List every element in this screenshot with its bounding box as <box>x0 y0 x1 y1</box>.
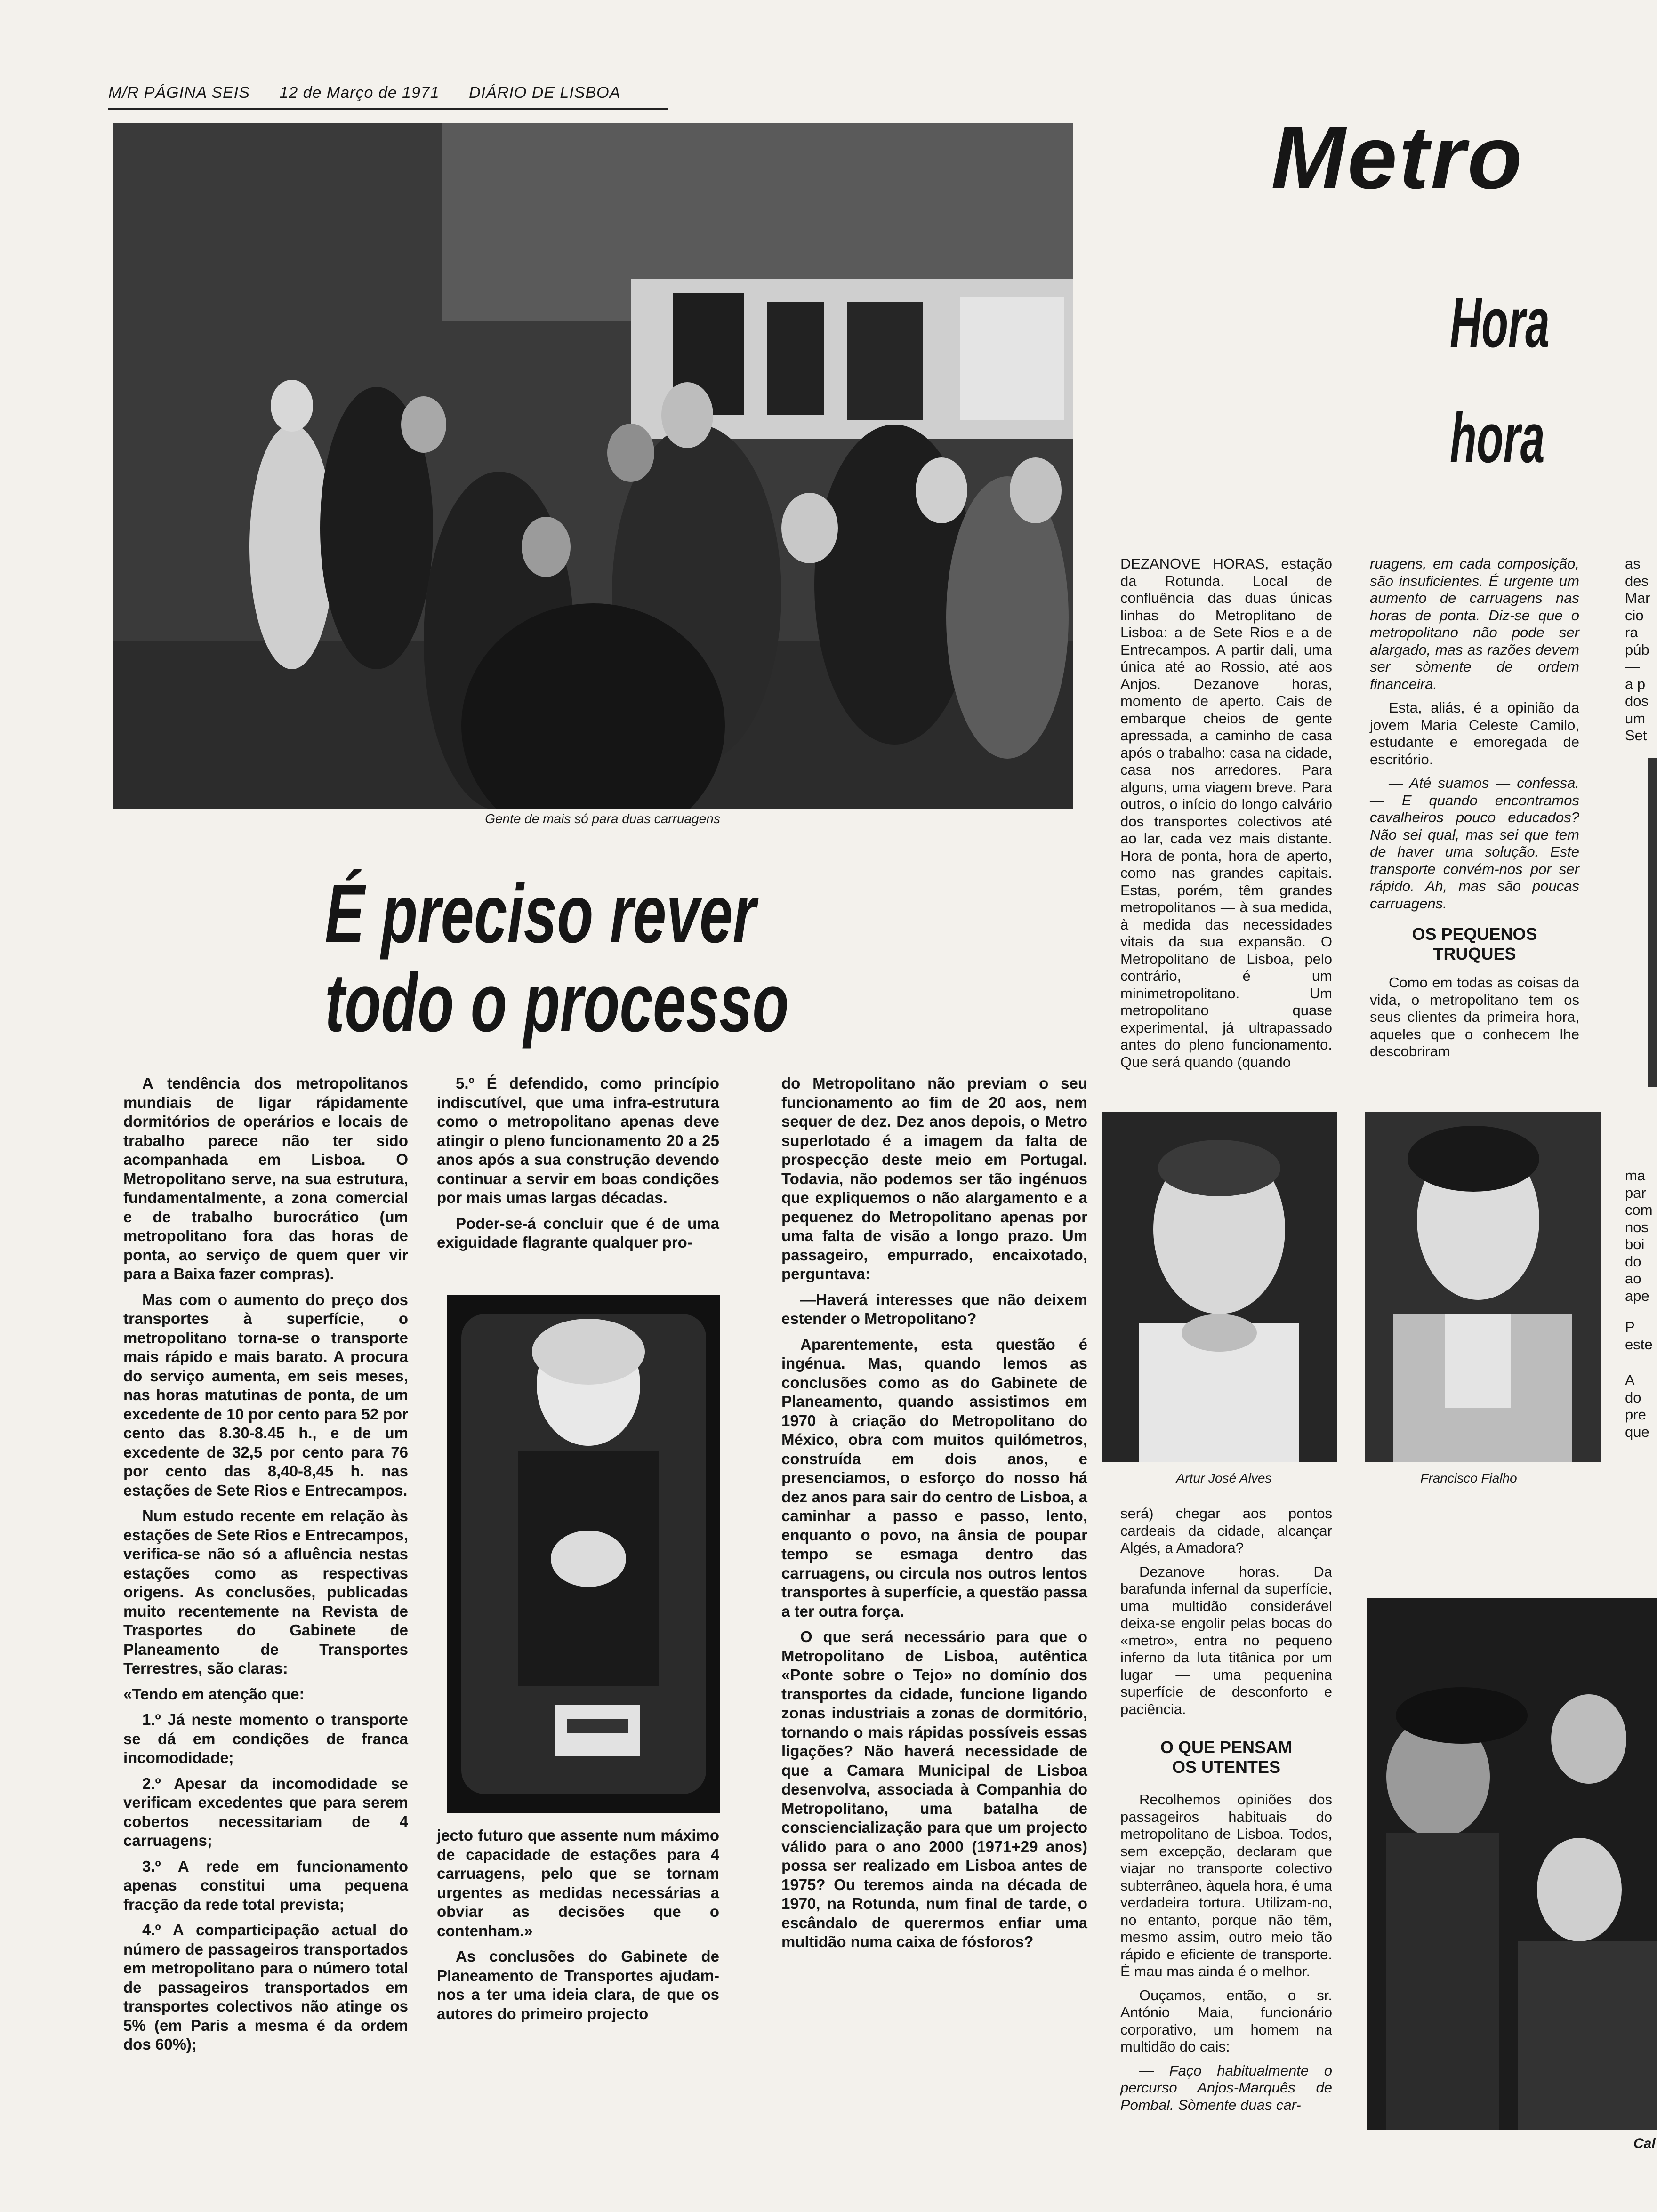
col1-paragraph: Num estudo recente em relação às estações de Sete Rios e Entrecampos, verifica-se não só a afluência nestas estações como as respectivas origens. As conclusões, publicadas muito recentemente na Revista de Trasportes do Gabinete de Planeamento de Transportes Terrestres, são claras: <box>123 1507 408 1677</box>
edge-fragment: pre <box>1625 1406 1646 1423</box>
banner-sub2: hora <box>1450 398 1545 477</box>
col4-paragraph: — Faço habitualmente o percurso Anjos-Marquês de Pombal. Sòmente duas car- <box>1120 2062 1332 2113</box>
page-header <box>108 84 668 111</box>
edge-fragment: nos <box>1625 1218 1649 1235</box>
col4-paragraph: Ouçamos, então, o sr. António Maia, funcionário corporativo, um homem na multidão do cais: <box>1120 1987 1332 2055</box>
edge-fragment: des <box>1625 572 1649 589</box>
portrait-francisco-caption: Francisco Fialho <box>1420 1471 1517 1485</box>
edge-fragment: do <box>1625 1253 1641 1270</box>
col1-paragraph: 1.º Já neste momento o transporte se dá em condições de franca incomodidade; <box>123 1711 408 1766</box>
edge-fragment: ra <box>1625 624 1638 641</box>
edge-fragment: ma <box>1625 1167 1646 1184</box>
col1-paragraph: 3.º A rede em funcionamento apenas constitui uma pequena fracção da rede total prevista; <box>123 1857 408 1913</box>
col4-paragraph: Dezanove horas. Da barafunda infernal da superfície, uma multidão considerável deixa-se engolir pelas bocas do «metro», entra no pequeno inferno da luta titânica por um lugar — uma pequenina superfície de desconforto e paciência. <box>1120 1563 1332 1717</box>
header-rule <box>108 108 668 110</box>
headline-line1: É preciso rever <box>325 868 756 960</box>
banner-title: Metro <box>1271 113 1524 202</box>
edge-fragment: que <box>1625 1423 1649 1440</box>
edge-fragment: com <box>1625 1202 1653 1218</box>
edge-fragment: este <box>1625 1336 1653 1353</box>
column-4-intro <box>1120 555 1332 1077</box>
edge-column-top <box>1625 555 1657 745</box>
col1-paragraph: Mas com o aumento do preço dos transportes à superfície, o metropolitano torna-se o transporte mais rápido e mais barato. A procura do serviço aumenta, em seis meses, nas horas matutinas de ponta, de um excedente de 10 por cento para 52 por cento das 8.30-8.45 h., e de um excedente de 32,5 por cento para 76 por cento das 8,40-8,45 h. nas estações de Sete Rios e Entrecampos. <box>123 1290 408 1499</box>
edge-fragment: A <box>1625 1372 1635 1388</box>
header-paper: DIÁRIO DE LISBOA <box>469 84 621 102</box>
edge-fragment: Mar <box>1625 590 1650 606</box>
col5-paragraph: Como em todas as coisas da vida, o metropolitano tem os seus clientes da primeira hora, aqueles que o conhecem lhe descobriram <box>1370 974 1579 1059</box>
portrait-artur <box>1102 1112 1337 1462</box>
edge-fragment: as <box>1625 555 1641 572</box>
edge-fragment: do <box>1625 1389 1641 1406</box>
col1-paragraph: 4.º A comparticipação actual do número de passageiros transportados em metropolitano para o número total de passageiros transportados em transportes colectivos não atinge os 5% (em Paris a mesma é da ordem dos 60%); <box>123 1921 408 2053</box>
phone-booth-photo <box>447 1295 720 1813</box>
truques-subhead-line2: TRUQUES <box>1433 944 1516 963</box>
headline-line2: todo o processo <box>325 956 789 1049</box>
col4-intro-paragraph: DEZANOVE HORAS, estação da Rotunda. Local de confluência das duas únicas linhas do Metroplitano de Lisboa: a de Sete Rios e a de Entrecampos. A partir dali, uma única até ao Rossio, até aos Anjos. Dezanove horas, momento de aperto. Cais de embarque cheios de gente apressada, a caminho de casa após o trabalho: casa na cidade, casa nos arredores. Para alguns, uma viagem breve. Para outros, o início do longo calvário dos transportes colectivos até ao lar, cada vez mais distante. Hora de ponta, hora de aperto, como nas grandes capitais. Estas, porém, têm grandes metropolitanos — à sua medida, à medida das necessidades vitais da sua expansão. O Metropolitano de Lisboa, pelo contrário, é um minimetropolitano. Um metropolitano quase experimental, já ultrapassado antes do pleno funcionamento. Que será quando (quando <box>1120 555 1332 1070</box>
column-1 <box>123 1074 408 2061</box>
portrait-artur-caption: Artur José Alves <box>1176 1471 1272 1485</box>
col5-paragraph: — Até suamos — confessa. — E quando encontramos cavalheiros pouco educados? Não sei qual, mas sei que tem de haver uma solução. Este transporte convém-nos por ser rápido. Ah, mas são poucas carruagens. <box>1370 775 1579 912</box>
col3-paragraph: O que será necessário para que o Metropolitano de Lisboa, autêntica «Ponte sobre o Tejo» no domínio dos transportes da cidade, funcione ligando zonas industriais a zonas de dormitório, tornando o mais rápidas possíveis essas ligações? Não haverá necessidade de que a Camara Municipal de Lisboa desenvolva, associada à Companhia do Metropolitano, uma batalha de consciencialização para que um projecto válido para o ano 2000 (1971+29 anos) possa ser realizado em Lisboa antes de 1975? Ou teremos ainda na década de 1970, na Rotunda, num final de tarde, o escândalo de querermos enfiar uma multidão numa caixa de fósforos? <box>781 1628 1087 1950</box>
edge-fragment: cio <box>1625 607 1644 624</box>
edge-fragment: um <box>1625 710 1646 727</box>
col4-paragraph: será) chegar aos pontos cardeais da cidade, alcançar Algés, a Amadora? <box>1120 1505 1332 1556</box>
utentes-subhead-line1: O QUE PENSAM <box>1160 1738 1293 1757</box>
col3-paragraph: —Haverá interesses que não deixem estender o Metropolitano? <box>781 1290 1087 1327</box>
col1-paragraph: 2.º Apesar da incomodidade se verificam excedentes que para serem cobertos necessitariam de 4 carruagens; <box>123 1774 408 1849</box>
edge-fragment: púb <box>1625 641 1649 658</box>
column-2-top <box>437 1074 719 1259</box>
utentes-subhead <box>1120 1738 1332 1777</box>
col4-paragraph: Recolhemos opiniões dos passageiros habituais do metropolitano de Lisboa. Todos, sem excepção, declaram que viajar no transporte colectivo subterrâneo, àquela hora, é uma verdadeira tortura. Utilizam-no, no entanto, porque não têm, mesmo assim, outro meio tão rápido e eficiente de transporte. É mau mas ainda é o melhor. <box>1120 1791 1332 1980</box>
col5-paragraph: Esta, aliás, é a opinião da jovem Maria Celeste Camilo, estudante e emoregada de escritório. <box>1370 699 1579 768</box>
column-4-bottom <box>1120 1505 1332 2120</box>
edge-fragment: ao <box>1625 1270 1641 1287</box>
col5-paragraph: ruagens, em cada composição, são insuficientes. É urgente um aumento de carruagens nas horas de ponta. Diz-se que o metropolitano não pode ser alargado, mas as razões devem ser sòmente de ordem financeira. <box>1370 555 1579 692</box>
header-section: M/R PÁGINA SEIS <box>108 84 250 102</box>
banner-sub1: Hora <box>1450 283 1550 362</box>
col1-paragraph: A tendência dos metropolitanos mundiais de ligar rápidamente dormitórios de operários e locais de trabalho parece não ter sido acompanhada em Lisboa. O Metropolitano serve, na sua estrutura, fundamentalmente, a zona comercial e de trabalho burocrático (um metropolitano fora das horas de ponta, ao serviço de quem quer vir para a Baixa fazer compras). <box>123 1074 408 1282</box>
column-5 <box>1370 555 1579 1067</box>
col1-paragraph: «Tendo em atenção que: <box>123 1685 305 1703</box>
crowd-photo-bottom <box>1367 1598 1657 2130</box>
top-photo-caption: Gente de mais só para duas carruagens <box>485 811 720 826</box>
edge-fragment: boi <box>1625 1236 1645 1252</box>
edge-column-mid <box>1625 1167 1657 1441</box>
col2-paragraph: 5.º É defendido, como princípio indiscutível, que uma infra-estrutura como o metropolitano apenas deve atingir o pleno funcionamento 20 a 25 anos após a sua construção devendo continuar a servir em boas condições por mais umas largas décadas. <box>437 1074 719 1206</box>
truques-subhead <box>1370 924 1579 964</box>
edge-fragment: Set <box>1625 727 1647 744</box>
edge-fragment: dos <box>1625 693 1649 709</box>
column-2-bottom <box>437 1826 719 2030</box>
edge-fragment: ape <box>1625 1287 1649 1304</box>
portrait-francisco <box>1365 1112 1601 1462</box>
utentes-subhead-line2: OS UTENTES <box>1172 1757 1281 1777</box>
col3-paragraph: Aparentemente, esta questão é ingénua. Mas, quando lemos as conclusões como as do Gabinete de Planeamento, quando assistimos em 1970 à criação do Metropolitano do México, obra com muitos quilómetros, construída em dois anos, e presenciamos, o esforço do nosso há dez anos para sair do centro de Lisboa, a caminhar a passo e passo, lento, enquanto o povo, na ânsia de poupar tempo se esmaga dentro das carruagens, ou circula nos outros lentos transportes à superfície, a questão passa a ter outra força. <box>781 1335 1087 1620</box>
truques-subhead-line1: OS PEQUENOS <box>1412 924 1537 944</box>
edge-fragment: P <box>1625 1319 1635 1335</box>
col2-paragraph: Poder-se-á concluir que é de uma exiguidade flagrante qualquer pro- <box>437 1214 719 1251</box>
crowd-photo <box>113 123 1073 809</box>
col2-paragraph: As conclusões do Gabinete de Planeamento de Transportes ajudam-nos a ter uma ideia clara, de que os autores do primeiro projecto <box>437 1948 719 2022</box>
column-3 <box>781 1074 1087 1958</box>
edge-fragment: — <box>1625 658 1640 675</box>
edge-photo-strip <box>1648 758 1657 1087</box>
col3-paragraph: do Metropolitano não previam o seu funcionamento ao fim de 20 aos, nem sequer de dez. Dez anos depois, o Metro superlotado é a imagem da falta de prospecção deste meio em Portugal. Todavia, não podemos ser tão ingénuos que expliquemos o não alargamento e a pequenez do Metropolitano apenas por uma falta de visão a longo prazo. Um passageiro, empurrado, encaixotado, perguntava: <box>781 1074 1087 1282</box>
col2-paragraph: jecto futuro que assente num máximo de capacidade de estações para 4 carruagens, pelo que se tornam urgentes as medidas necessárias a obviar as decisões que o contenham.» <box>437 1827 719 1940</box>
edge-bottom-fragment: Cal <box>1633 2136 1656 2151</box>
edge-fragment: a p <box>1625 675 1646 692</box>
edge-fragment: par <box>1625 1184 1646 1201</box>
header-date: 12 de Março de 1971 <box>279 84 440 102</box>
headline <box>325 868 1078 1049</box>
